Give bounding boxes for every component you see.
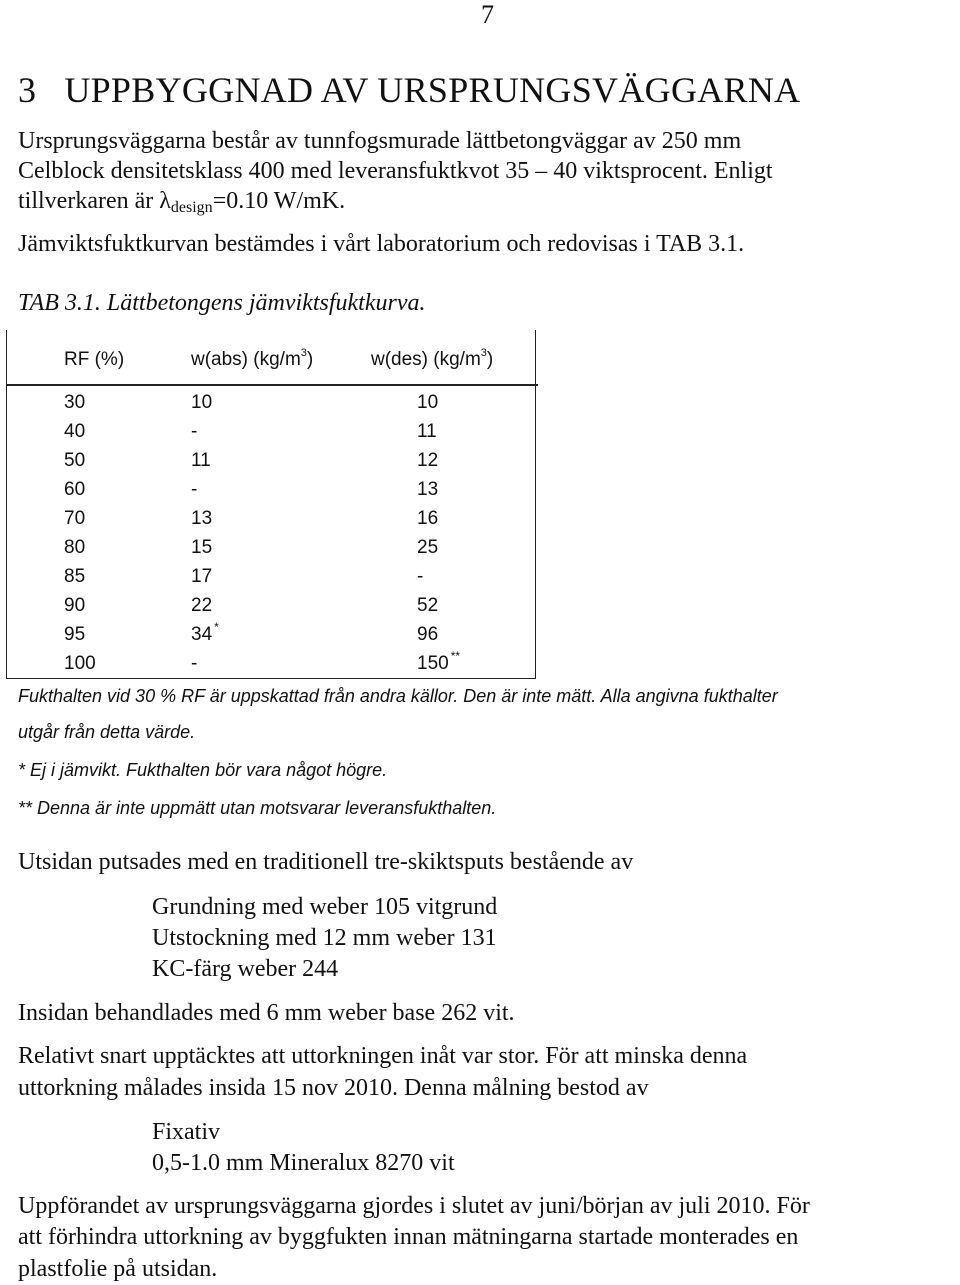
- section-title: UPPBYGGNAD AV URSPRUNGSVÄGGARNA: [64, 70, 801, 110]
- cell-wabs: -: [191, 479, 198, 500]
- table-row: [7, 562, 535, 591]
- cell-rf: 50: [64, 450, 86, 471]
- column-header-rf: RF (%): [64, 349, 125, 370]
- cell-wdes: 52: [417, 595, 439, 616]
- table-note: utgår från detta värde.: [18, 722, 196, 742]
- cell-rf: 30: [64, 392, 86, 413]
- cell-wabs: 11: [191, 450, 211, 471]
- intro-line: Ursprungsväggarna består av tunnfogsmurade lättbetongväggar av 250 mm: [18, 128, 742, 154]
- column-header-wabs: w(abs) $(kg/m^3)$: [191, 347, 314, 370]
- cell-wdes: -: [417, 566, 424, 587]
- cell-rf: 40: [64, 421, 86, 442]
- table-row: [7, 620, 535, 649]
- lambda-subscript: design: [170, 199, 213, 216]
- table-row: [7, 533, 535, 562]
- cell-wabs: -: [191, 421, 198, 442]
- footnote-mark: *: [214, 620, 219, 634]
- cell-wdes: 12: [417, 450, 439, 471]
- table-row: [7, 388, 535, 417]
- table-row: [7, 475, 535, 504]
- drying-line: Relativt snart upptäcktes att uttorkningen inåt var stor. För att minska denna: [18, 1043, 748, 1069]
- drying-line: uttorkning målades insida 15 nov 2010. Denna målning bestod av: [18, 1075, 649, 1101]
- cell-rf: 85: [64, 566, 86, 587]
- intro-line: Jämviktsfuktkurvan bestämdes i vårt laboratorium och redovisas i TAB 3.1.: [18, 231, 745, 257]
- cell-wdes: 16: [417, 508, 439, 529]
- cell-rf: 80: [64, 537, 86, 558]
- cell-wdes: 10: [417, 392, 439, 413]
- cell-wabs: 22: [191, 595, 213, 616]
- section-heading: [18, 68, 800, 112]
- cell-wabs: 15: [191, 537, 213, 558]
- inside-text: Insidan behandlades med 6 mm weber base 262 vit.: [18, 1000, 515, 1026]
- outside-item: Utstockning med 12 mm weber 131: [152, 925, 497, 951]
- cell-wabs: 34 *: [191, 620, 219, 645]
- outside-item: Grundning med weber 105 vitgrund: [152, 894, 498, 920]
- column-header-wdes: w(des) $(kg/m^3)$: [371, 347, 494, 370]
- intro-line-lambda: tillverkaren är $\lambda_{design}=0.10$ W/mK.: [18, 188, 346, 216]
- table-note: Fukthalten vid 30 % RF är uppskattad från andra källor. Den är inte mätt. Alla angivna fukthalter: [18, 686, 778, 706]
- table-row: [7, 591, 535, 620]
- cell-rf: 60: [64, 479, 86, 500]
- cell-wabs: -: [191, 653, 198, 674]
- table-row: [7, 446, 535, 475]
- cell-wabs: 13: [191, 508, 213, 529]
- outside-intro: Utsidan putsades med en traditionell tre-skiktsputs bestående av: [18, 849, 634, 875]
- cell-rf: 100: [64, 653, 96, 674]
- table-row: [7, 417, 535, 446]
- table-note: * Ej i jämvikt. Fukthalten bör vara något högre.: [18, 760, 388, 780]
- intro-line: Celblock densitetsklass 400 med leveransfuktkvot 35 – 40 viktsprocent. Enligt: [18, 158, 773, 184]
- intro-paragraph: [18, 126, 773, 216]
- cell-wdes: 13: [417, 479, 439, 500]
- table-note: ** Denna är inte uppmätt utan motsvarar leveransfukthalten.: [18, 798, 497, 818]
- cell-wdes: 96: [417, 624, 439, 645]
- cell-wdes: 150 **: [417, 649, 461, 674]
- construction-line: Uppförandet av ursprungsväggarna gjordes i slutet av juni/början av juli 2010. För: [18, 1193, 810, 1219]
- table-header-rule: [6, 384, 538, 386]
- cell-wabs: 10: [191, 392, 213, 413]
- page-number: 7: [481, 0, 494, 29]
- drying-item: 0,5-1.0 mm Mineralux 8270 vit: [152, 1150, 455, 1176]
- footnote-mark: **: [450, 649, 461, 663]
- table-row: [7, 649, 535, 678]
- cell-wdes: 25: [417, 537, 439, 558]
- drying-item: Fixativ: [152, 1119, 221, 1145]
- construction-line: plastfolie på utsidan.: [18, 1256, 218, 1282]
- cell-rf: 70: [64, 508, 86, 529]
- construction-line: att förhindra uttorkning av byggfukten innan mätningarna startade monterades en: [18, 1224, 799, 1250]
- table-row: [7, 504, 535, 533]
- cell-wabs: 17: [191, 566, 213, 587]
- table-caption: TAB 3.1. Lättbetongens jämviktsfuktkurva.: [18, 290, 426, 316]
- outside-item: KC-färg weber 244: [152, 956, 339, 982]
- moisture-table: [6, 330, 536, 679]
- cell-wdes: 11: [417, 421, 437, 442]
- section-number: 3: [18, 70, 37, 110]
- cell-rf: 90: [64, 595, 86, 616]
- table-body: [7, 388, 535, 678]
- cell-rf: 95: [64, 624, 86, 645]
